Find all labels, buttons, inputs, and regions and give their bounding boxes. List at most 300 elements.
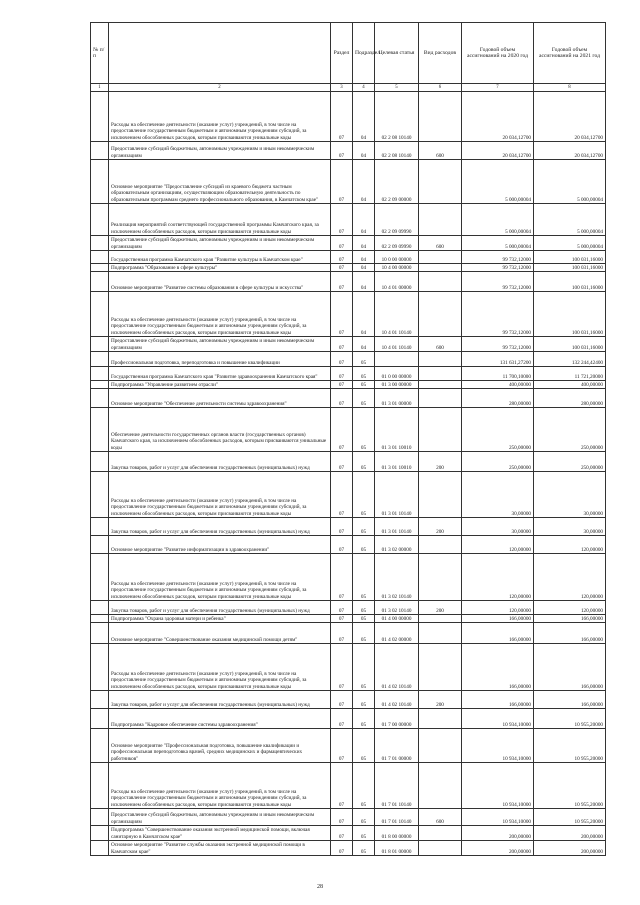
header-target-article: Целевая статья: [375, 23, 419, 84]
cell-number: [91, 452, 109, 472]
cell-year-2021: 250,00000: [534, 452, 606, 472]
cell-target-article: 10 0 00 00000: [375, 251, 419, 264]
cell-expense-type: 200: [419, 601, 462, 615]
header-expense-type: Вид расходов: [419, 23, 462, 84]
cell-podrazdel: 05: [353, 763, 375, 809]
cell-name: Основное мероприятие "Развитие информатизации в здравоохранении": [109, 536, 331, 554]
cell-name: Основное мероприятие "Профессиональная подготовка, повышение квалификации и профессиональная переподготовка врачей, средних медицинских и фармацевтических работников": [109, 729, 331, 763]
table-row: [91, 554, 606, 601]
cell-expense-type: [419, 204, 462, 236]
table-row: [91, 623, 606, 644]
cell-razdel: 07: [331, 826, 353, 841]
table-row: [91, 472, 606, 518]
budget-document: [90, 22, 605, 856]
cell-year-2020: 250,00000: [462, 452, 534, 472]
cell-podrazdel: 04: [353, 264, 375, 272]
cell-year-2020: 120,00000: [462, 554, 534, 601]
cell-year-2021: 120,00000: [534, 601, 606, 615]
cell-year-2021: 20 034,12700: [534, 92, 606, 142]
cell-year-2020: 10 934,10000: [462, 763, 534, 809]
cell-year-2021: 166,00000: [534, 691, 606, 709]
cell-expense-type: 600: [419, 809, 462, 826]
cell-expense-type: 600: [419, 142, 462, 160]
cell-expense-type: [419, 841, 462, 856]
table-row: [91, 272, 606, 292]
cell-name: Предоставление субсидий бюджетным, автономным учреждениям и иным некоммерческим организациям: [109, 236, 331, 251]
cell-number: [91, 408, 109, 452]
cell-name: Закупка товаров, работ и услуг для обеспечения государственных (муниципальных) нужд: [109, 452, 331, 472]
cell-razdel: 07: [331, 381, 353, 389]
cell-year-2021: 120,00000: [534, 536, 606, 554]
cell-podrazdel: 05: [353, 472, 375, 518]
cell-year-2021: 166,00000: [534, 615, 606, 623]
cell-year-2020: 99 732,12000: [462, 272, 534, 292]
table-row: [91, 729, 606, 763]
cell-year-2021: 200,00000: [534, 826, 606, 841]
column-number: 1: [91, 84, 109, 92]
cell-number: [91, 518, 109, 536]
cell-name: Расходы на обеспечение деятельности (оказание услуг) учреждений, в том числе на предоставление государственным бюджетным и автономным учреждениям субсидий, за исключением обособленных расходов, которым присваиваются уникальные коды: [109, 92, 331, 142]
cell-number: [91, 691, 109, 709]
cell-year-2021: 10 955,20000: [534, 809, 606, 826]
cell-target-article: 01 3 02 00000: [375, 536, 419, 554]
cell-target-article: 10 4 01 10140: [375, 337, 419, 352]
cell-year-2021: 5 000,00004: [534, 160, 606, 204]
cell-razdel: 07: [331, 518, 353, 536]
cell-expense-type: 200: [419, 518, 462, 536]
cell-expense-type: [419, 729, 462, 763]
cell-target-article: 10 4 01 00000: [375, 272, 419, 292]
cell-expense-type: [419, 536, 462, 554]
cell-number: [91, 536, 109, 554]
cell-target-article: 01 4 02 10140: [375, 691, 419, 709]
cell-year-2021: 280,00000: [534, 389, 606, 408]
cell-name: Государственная программа Камчатского края "Развитие здравоохранения Камчатского края": [109, 367, 331, 381]
cell-name: Основное мероприятие "Развитие системы образования в сфере культуры и искусства": [109, 272, 331, 292]
cell-podrazdel: 05: [353, 841, 375, 856]
cell-name: Государственная программа Камчатского края "Развитие культуры в Камчатском крае": [109, 251, 331, 264]
cell-target-article: 01 8 00 00000: [375, 826, 419, 841]
cell-razdel: 07: [331, 160, 353, 204]
cell-expense-type: [419, 408, 462, 452]
cell-number: [91, 367, 109, 381]
cell-razdel: 07: [331, 292, 353, 337]
cell-year-2020: 99 732,12000: [462, 264, 534, 272]
cell-year-2021: 200,00000: [534, 841, 606, 856]
cell-podrazdel: 05: [353, 389, 375, 408]
cell-razdel: 07: [331, 272, 353, 292]
cell-number: [91, 272, 109, 292]
cell-podrazdel: 04: [353, 160, 375, 204]
cell-expense-type: [419, 160, 462, 204]
cell-podrazdel: 05: [353, 709, 375, 729]
table-row: [91, 809, 606, 826]
cell-expense-type: [419, 763, 462, 809]
cell-name: Профессиональная подготовка, переподготовка и повышение квалификации: [109, 352, 331, 367]
cell-razdel: 07: [331, 367, 353, 381]
cell-number: [91, 729, 109, 763]
cell-year-2021: 250,00000: [534, 408, 606, 452]
cell-name: Расходы на обеспечение деятельности (оказание услуг) учреждений, в том числе на предоставление государственным бюджетным и автономным учреждениям субсидий, за исключением обособленных расходов, которым присваиваются уникальные коды: [109, 644, 331, 691]
cell-razdel: 07: [331, 841, 353, 856]
cell-year-2020: 99 732,12000: [462, 337, 534, 352]
cell-year-2020: 120,00000: [462, 601, 534, 615]
cell-target-article: 01 3 01 10140: [375, 472, 419, 518]
cell-podrazdel: 05: [353, 826, 375, 841]
cell-razdel: 07: [331, 264, 353, 272]
cell-target-article: 01 3 02 10140: [375, 554, 419, 601]
table-header-row: [91, 23, 606, 84]
cell-razdel: 07: [331, 142, 353, 160]
cell-target-article: 10 4 00 00000: [375, 264, 419, 272]
cell-razdel: 07: [331, 92, 353, 142]
cell-expense-type: [419, 264, 462, 272]
cell-name: Основное мероприятие "Обеспечение деятельности системы здравоохранения": [109, 389, 331, 408]
cell-target-article: 02 2 09 09990: [375, 236, 419, 251]
cell-razdel: 07: [331, 337, 353, 352]
cell-expense-type: [419, 472, 462, 518]
cell-razdel: 07: [331, 408, 353, 452]
cell-target-article: 01 4 00 00000: [375, 615, 419, 623]
cell-razdel: 07: [331, 472, 353, 518]
cell-podrazdel: 05: [353, 729, 375, 763]
cell-number: [91, 809, 109, 826]
cell-number: [91, 142, 109, 160]
table-row: [91, 204, 606, 236]
page-number: 28: [317, 884, 323, 890]
table-row: [91, 452, 606, 472]
table-row: [91, 352, 606, 367]
cell-expense-type: [419, 826, 462, 841]
column-number: 6: [419, 84, 462, 92]
cell-podrazdel: 05: [353, 554, 375, 601]
cell-year-2021: 10 955,20000: [534, 729, 606, 763]
cell-number: [91, 554, 109, 601]
cell-podrazdel: 05: [353, 367, 375, 381]
cell-name: Реализация мероприятий соответствующей государственной программы Камчатского края, за исключением обособленных расходов, которым присваиваются уникальные коды: [109, 204, 331, 236]
header-razdel: Раздел: [331, 23, 353, 84]
cell-podrazdel: 04: [353, 292, 375, 337]
cell-year-2021: 30,00000: [534, 518, 606, 536]
table-row: [91, 536, 606, 554]
header-podrazdel: Подраздел: [353, 23, 375, 84]
table-row: [91, 160, 606, 204]
cell-year-2020: 11 700,10000: [462, 367, 534, 381]
table-body: [91, 92, 606, 856]
cell-year-2021: 30,00000: [534, 472, 606, 518]
cell-number: [91, 389, 109, 408]
cell-podrazdel: 05: [353, 691, 375, 709]
column-number: 7: [462, 84, 534, 92]
cell-number: [91, 709, 109, 729]
cell-name: Подпрограмма "Управление развитием отрасли": [109, 381, 331, 389]
table-row: [91, 826, 606, 841]
cell-razdel: 07: [331, 644, 353, 691]
header-name: [109, 23, 331, 84]
cell-number: [91, 236, 109, 251]
cell-year-2021: 100 031,16000: [534, 337, 606, 352]
cell-number: [91, 615, 109, 623]
cell-target-article: [375, 352, 419, 367]
cell-razdel: 07: [331, 352, 353, 367]
cell-year-2020: 400,00000: [462, 381, 534, 389]
cell-razdel: 07: [331, 536, 353, 554]
cell-expense-type: [419, 367, 462, 381]
cell-target-article: 02 2 09 00000: [375, 160, 419, 204]
table-row: [91, 251, 606, 264]
cell-year-2020: 120,00000: [462, 536, 534, 554]
cell-year-2021: 11 721,20000: [534, 367, 606, 381]
cell-podrazdel: 05: [353, 408, 375, 452]
cell-year-2020: 30,00000: [462, 472, 534, 518]
table-row: [91, 601, 606, 615]
cell-year-2021: 120,00000: [534, 554, 606, 601]
cell-year-2020: 166,00000: [462, 615, 534, 623]
cell-number: [91, 292, 109, 337]
cell-target-article: 01 3 00 00000: [375, 381, 419, 389]
cell-number: [91, 160, 109, 204]
cell-razdel: 07: [331, 691, 353, 709]
cell-year-2021: 20 034,12700: [534, 142, 606, 160]
cell-target-article: 01 4 02 10140: [375, 644, 419, 691]
cell-razdel: 07: [331, 204, 353, 236]
cell-number: [91, 763, 109, 809]
cell-expense-type: 200: [419, 452, 462, 472]
cell-target-article: 02 2 09 09990: [375, 204, 419, 236]
cell-target-article: 01 3 01 10010: [375, 408, 419, 452]
cell-year-2020: 20 034,12700: [462, 142, 534, 160]
table-row: [91, 381, 606, 389]
cell-number: [91, 251, 109, 264]
cell-podrazdel: 05: [353, 452, 375, 472]
cell-razdel: 07: [331, 251, 353, 264]
cell-razdel: 07: [331, 623, 353, 644]
cell-expense-type: 200: [419, 691, 462, 709]
cell-expense-type: [419, 709, 462, 729]
column-number-row: [91, 84, 606, 92]
cell-expense-type: [419, 92, 462, 142]
cell-expense-type: [419, 292, 462, 337]
cell-year-2020: 250,00000: [462, 408, 534, 452]
cell-year-2021: 10 955,20000: [534, 709, 606, 729]
cell-number: [91, 337, 109, 352]
cell-podrazdel: 05: [353, 644, 375, 691]
cell-year-2020: 99 732,12000: [462, 251, 534, 264]
budget-table: [90, 22, 606, 856]
cell-year-2021: 166,00000: [534, 623, 606, 644]
cell-name: Предоставление субсидий бюджетным, автономным учреждениям и иным некоммерческим организациям: [109, 337, 331, 352]
cell-number: [91, 601, 109, 615]
cell-year-2021: 10 955,20000: [534, 763, 606, 809]
cell-name: Закупка товаров, работ и услуг для обеспечения государственных (муниципальных) нужд: [109, 518, 331, 536]
cell-podrazdel: 04: [353, 272, 375, 292]
cell-name: Расходы на обеспечение деятельности (оказание услуг) учреждений, в том числе на предоставление государственным бюджетным и автономным учреждениям субсидий, за исключением обособленных расходов, которым присваиваются уникальные коды: [109, 763, 331, 809]
cell-year-2020: 10 934,10000: [462, 729, 534, 763]
cell-razdel: 07: [331, 389, 353, 408]
cell-name: Подпрограмма "Образование в сфере культуры": [109, 264, 331, 272]
cell-year-2020: 5 000,00004: [462, 160, 534, 204]
column-number: 8: [534, 84, 606, 92]
cell-year-2020: 166,00000: [462, 623, 534, 644]
cell-year-2020: 30,00000: [462, 518, 534, 536]
cell-year-2020: 166,00000: [462, 644, 534, 691]
table-row: [91, 763, 606, 809]
cell-year-2020: 99 732,12000: [462, 292, 534, 337]
cell-number: [91, 92, 109, 142]
cell-year-2021: 400,00000: [534, 381, 606, 389]
cell-year-2021: 100 031,16000: [534, 272, 606, 292]
cell-razdel: 07: [331, 452, 353, 472]
cell-target-article: 01 3 01 10010: [375, 452, 419, 472]
table-row: [91, 367, 606, 381]
cell-target-article: 01 4 02 00000: [375, 623, 419, 644]
table-row: [91, 644, 606, 691]
cell-year-2020: 200,00000: [462, 826, 534, 841]
table-row: [91, 691, 606, 709]
cell-name: Основное мероприятие "Развитие службы оказания экстренной медицинской помощи в Камчатском крае": [109, 841, 331, 856]
cell-name: Основное мероприятие "Предоставление субсидий из краевого бюджета частным образовательным организациям, осуществляющим образовательную деятельность по образовательным программам среднего профессионального образования, в Камчатском крае": [109, 160, 331, 204]
cell-target-article: 01 8 01 00000: [375, 841, 419, 856]
cell-name: Подпрограмма "Совершенствование оказания экстренной медицинской помощи, включая санитарную в Камчатском крае": [109, 826, 331, 841]
cell-podrazdel: 05: [353, 518, 375, 536]
cell-number: [91, 381, 109, 389]
cell-number: [91, 472, 109, 518]
cell-name: Подпрограмма "Охрана здоровья матери и ребенка": [109, 615, 331, 623]
cell-year-2020: 10 934,10000: [462, 709, 534, 729]
header-number: № п/п: [91, 23, 109, 84]
cell-year-2020: 20 034,12700: [462, 92, 534, 142]
cell-number: [91, 352, 109, 367]
cell-razdel: 07: [331, 601, 353, 615]
cell-podrazdel: 04: [353, 251, 375, 264]
cell-name: Закупка товаров, работ и услуг для обеспечения государственных (муниципальных) нужд: [109, 601, 331, 615]
cell-expense-type: [419, 389, 462, 408]
cell-year-2021: 5 000,00004: [534, 236, 606, 251]
cell-year-2020: 280,00000: [462, 389, 534, 408]
header-year-2020: Годовой объем ассигнований на 2020 год: [462, 23, 534, 84]
cell-podrazdel: 05: [353, 601, 375, 615]
cell-target-article: 01 7 00 00000: [375, 709, 419, 729]
cell-year-2021: 166,00000: [534, 644, 606, 691]
cell-name: Расходы на обеспечение деятельности (оказание услуг) учреждений, в том числе на предоставление государственным бюджетным и автономным учреждениям субсидий, за исключением обособленных расходов, которым присваиваются уникальные коды: [109, 472, 331, 518]
cell-target-article: 01 3 01 00000: [375, 389, 419, 408]
cell-target-article: 02 2 08 10140: [375, 92, 419, 142]
column-number: 3: [331, 84, 353, 92]
cell-year-2021: 5 000,00004: [534, 204, 606, 236]
cell-podrazdel: 04: [353, 204, 375, 236]
column-number: 4: [353, 84, 375, 92]
table-row: [91, 236, 606, 251]
cell-razdel: 07: [331, 236, 353, 251]
cell-expense-type: 600: [419, 337, 462, 352]
cell-expense-type: [419, 272, 462, 292]
table-row: [91, 292, 606, 337]
cell-number: [91, 623, 109, 644]
cell-year-2021: 100 031,16000: [534, 264, 606, 272]
cell-razdel: 07: [331, 554, 353, 601]
cell-razdel: 07: [331, 709, 353, 729]
cell-podrazdel: 04: [353, 337, 375, 352]
cell-expense-type: [419, 644, 462, 691]
cell-year-2021: 100 031,16000: [534, 292, 606, 337]
cell-expense-type: [419, 554, 462, 601]
cell-year-2020: 131 631,27200: [462, 352, 534, 367]
cell-expense-type: [419, 381, 462, 389]
cell-year-2021: 100 031,16000: [534, 251, 606, 264]
cell-podrazdel: 05: [353, 623, 375, 644]
cell-year-2020: 10 934,10000: [462, 809, 534, 826]
cell-expense-type: [419, 352, 462, 367]
table-row: [91, 518, 606, 536]
table-row: [91, 389, 606, 408]
table-row: [91, 264, 606, 272]
cell-expense-type: 600: [419, 236, 462, 251]
cell-razdel: 07: [331, 615, 353, 623]
cell-razdel: 07: [331, 809, 353, 826]
cell-podrazdel: 05: [353, 536, 375, 554]
cell-target-article: 02 2 08 10140: [375, 142, 419, 160]
cell-podrazdel: 04: [353, 142, 375, 160]
cell-name: Обеспечение деятельности государственных органов власти (государственных органов) Камчатского края, за исключением обособленных расходов, которым присваиваются уникальные коды: [109, 408, 331, 452]
cell-target-article: 01 7 01 10140: [375, 809, 419, 826]
cell-target-article: 01 7 01 10140: [375, 763, 419, 809]
column-number: 5: [375, 84, 419, 92]
cell-name: Основное мероприятие "Совершенствование оказания медицинской помощи детям": [109, 623, 331, 644]
cell-number: [91, 644, 109, 691]
cell-number: [91, 841, 109, 856]
cell-target-article: 01 3 01 10140: [375, 518, 419, 536]
table-row: [91, 709, 606, 729]
cell-number: [91, 204, 109, 236]
cell-razdel: 07: [331, 729, 353, 763]
cell-expense-type: [419, 623, 462, 644]
cell-name: Предоставление субсидий бюджетным, автономным учреждениям и иным некоммерческим организациям: [109, 142, 331, 160]
column-number: 2: [109, 84, 331, 92]
cell-name: Предоставление субсидий бюджетным, автономным учреждениям и иным некоммерческим организациям: [109, 809, 331, 826]
cell-target-article: 10 4 01 10140: [375, 292, 419, 337]
table-row: [91, 841, 606, 856]
cell-expense-type: [419, 615, 462, 623]
cell-year-2020: 200,00000: [462, 841, 534, 856]
cell-podrazdel: 05: [353, 352, 375, 367]
cell-name: Подпрограмма "Кадровое обеспечение системы здравоохранения": [109, 709, 331, 729]
cell-target-article: 01 3 02 10140: [375, 601, 419, 615]
table-row: [91, 142, 606, 160]
cell-year-2020: 5 000,00004: [462, 204, 534, 236]
cell-year-2020: 5 000,00004: [462, 236, 534, 251]
header-year-2021: Годовой объем ассигнований на 2021 год: [534, 23, 606, 84]
cell-podrazdel: 04: [353, 236, 375, 251]
table-row: [91, 408, 606, 452]
cell-target-article: 01 7 01 00000: [375, 729, 419, 763]
cell-podrazdel: 05: [353, 381, 375, 389]
cell-expense-type: [419, 251, 462, 264]
cell-year-2021: 132 244,42400: [534, 352, 606, 367]
cell-number: [91, 826, 109, 841]
cell-year-2020: 166,00000: [462, 691, 534, 709]
cell-name: Расходы на обеспечение деятельности (оказание услуг) учреждений, в том числе на предоставление государственным бюджетным и автономным учреждениям субсидий, за исключением обособленных расходов, которым присваиваются уникальные коды: [109, 554, 331, 601]
cell-podrazdel: 04: [353, 92, 375, 142]
cell-number: [91, 264, 109, 272]
cell-target-article: 01 0 00 00000: [375, 367, 419, 381]
cell-name: Расходы на обеспечение деятельности (оказание услуг) учреждений, в том числе на предоставление государственным бюджетным и автономным учреждениям субсидий, за исключением обособленных расходов, которым присваиваются уникальные коды: [109, 292, 331, 337]
cell-name: Закупка товаров, работ и услуг для обеспечения государственных (муниципальных) нужд: [109, 691, 331, 709]
table-row: [91, 615, 606, 623]
cell-podrazdel: 05: [353, 615, 375, 623]
cell-razdel: 07: [331, 763, 353, 809]
cell-podrazdel: 05: [353, 809, 375, 826]
table-row: [91, 92, 606, 142]
